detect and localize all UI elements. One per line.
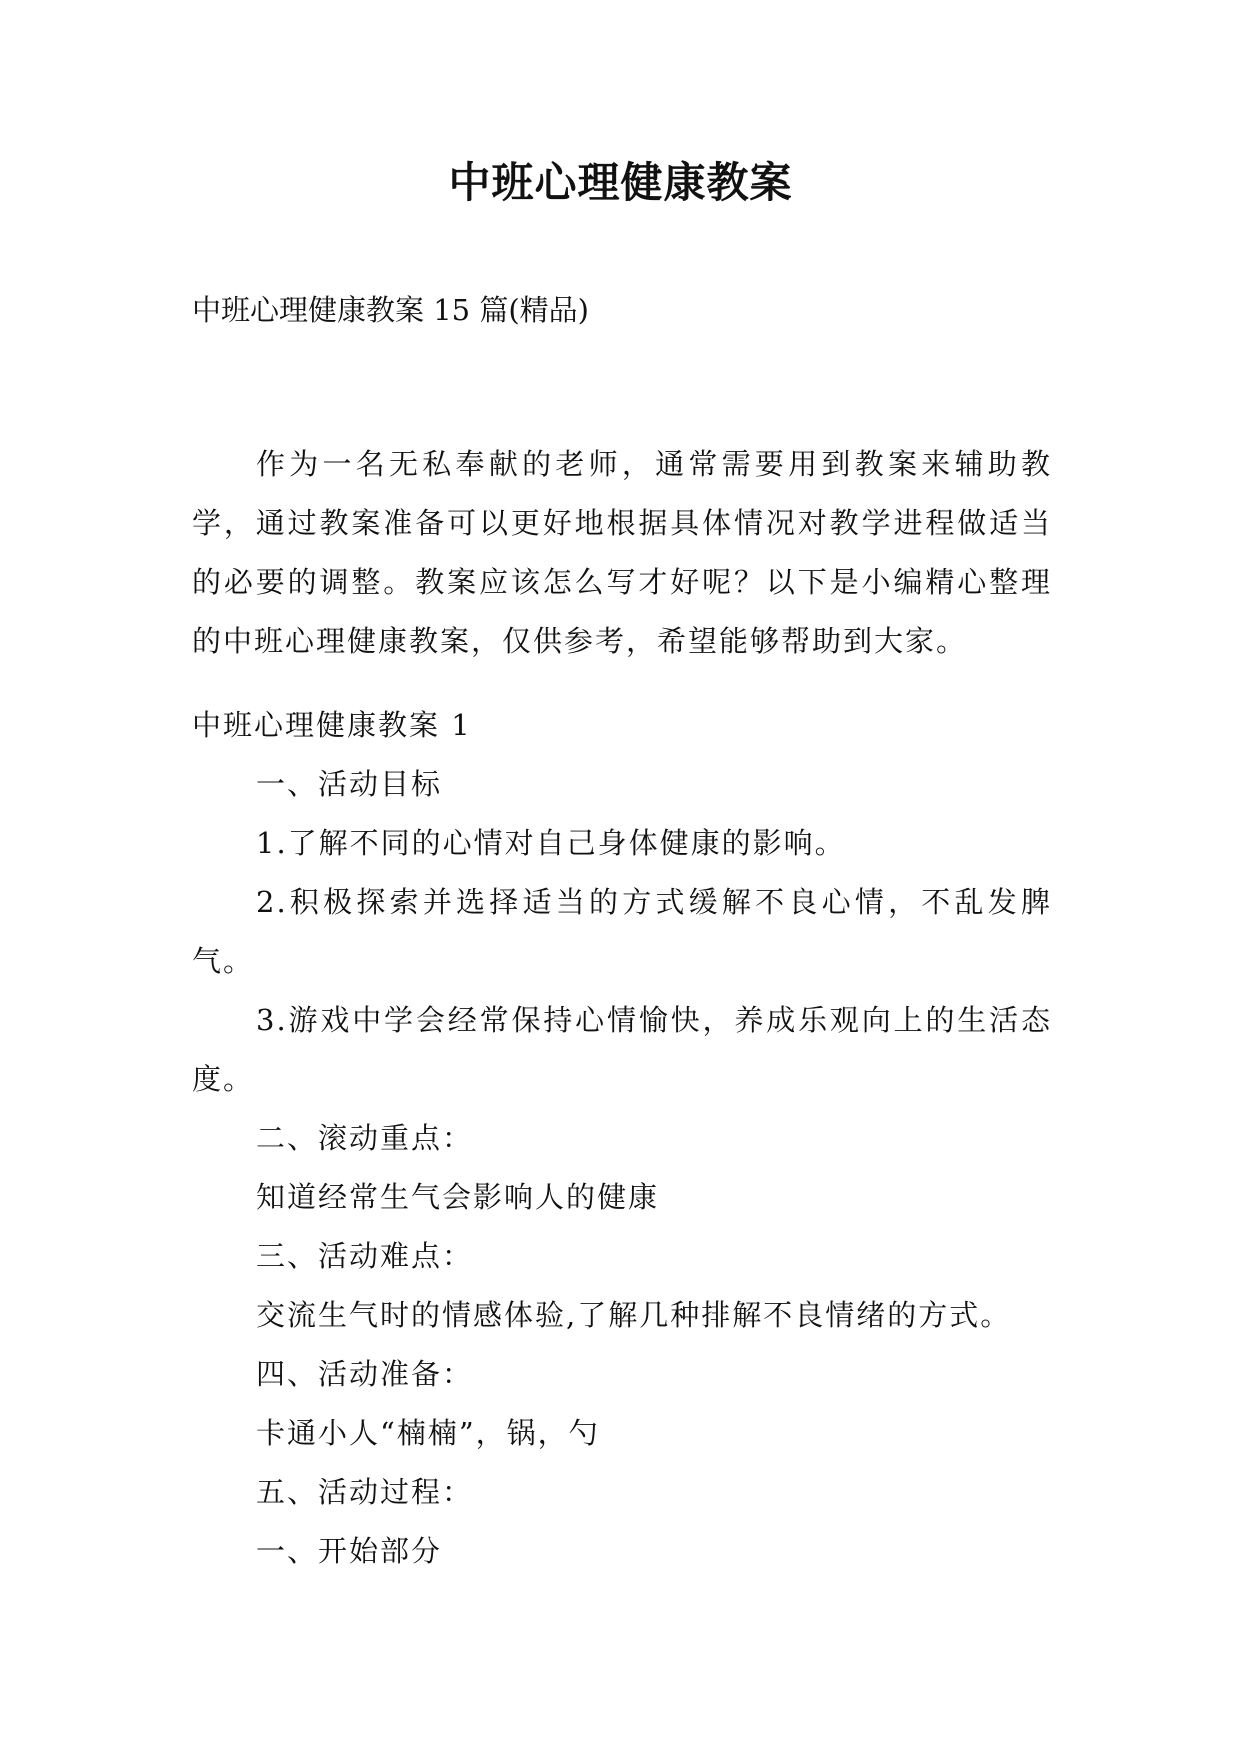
- preparation-text: 卡通小人“楠楠”，锅，勺: [256, 1416, 600, 1450]
- intro-paragraph: 作为一名无私奉献的老师，通常需要用到教案来辅助教学，通过教案准备可以更好地根据具体情况对教学进程做适当的必要的调整。教案应该怎么写才好呢？以下是小编精心整理的中班心理健康教案，仅供参考，希望能够帮助到大家。: [192, 447, 1052, 658]
- goal-item-1: 1.了解不同的心情对自己身体健康的影响。: [256, 826, 846, 860]
- section-heading: 中班心理健康教案 1: [192, 708, 472, 742]
- lesson-section-1: [192, 696, 1052, 1581]
- preparation-heading: 四、活动准备：: [256, 1357, 474, 1391]
- process-heading: 五、活动过程：: [256, 1475, 474, 1509]
- document-subtitle: 中班心理健康教案 15 篇(精品): [192, 293, 589, 327]
- difficulty-text: 交流生气时的情感体验,了解几种排解不良情绪的方式。: [256, 1298, 1012, 1332]
- goal-heading: 一、活动目标: [256, 767, 443, 801]
- goal-item-3: 3.游戏中学会经常保持心情愉快，养成乐观向上的生活态度。: [192, 1003, 1052, 1096]
- key-point-text: 知道经常生气会影响人的健康: [256, 1180, 660, 1214]
- key-point-heading: 二、滚动重点：: [256, 1121, 474, 1155]
- difficulty-heading: 三、活动难点：: [256, 1239, 474, 1273]
- goal-item-2: 2.积极探索并选择适当的方式缓解不良心情，不乱发脾气。: [192, 885, 1052, 978]
- page-title: 中班心理健康教案: [448, 158, 793, 207]
- process-part-1: 一、开始部分: [256, 1534, 443, 1568]
